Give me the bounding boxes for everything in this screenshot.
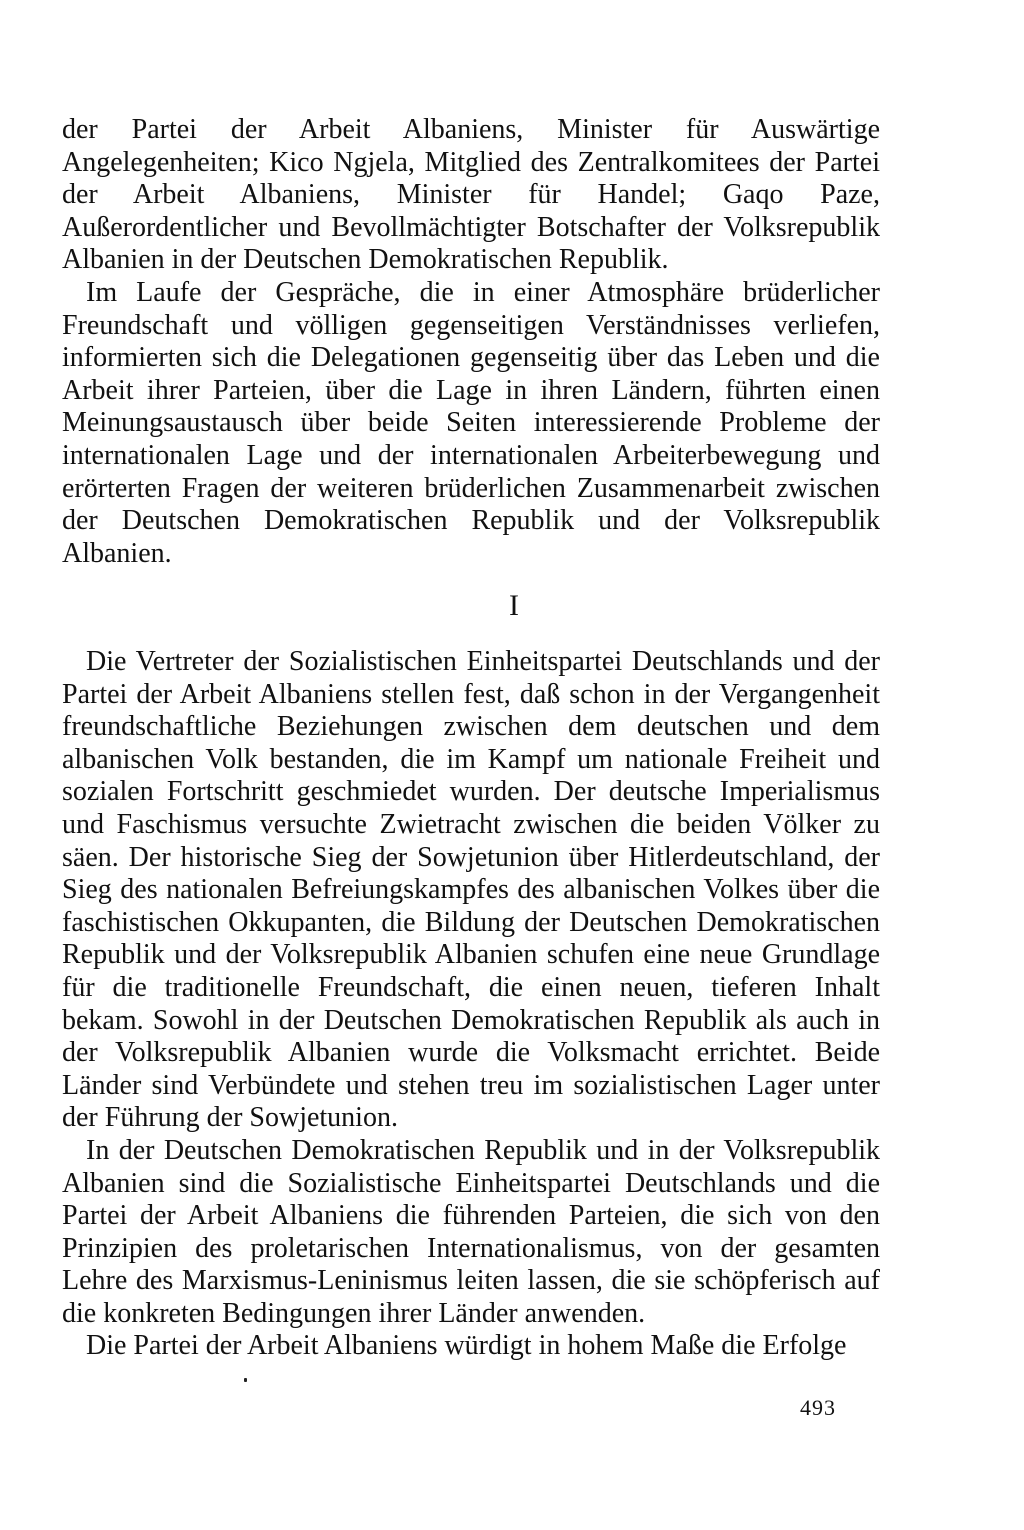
text-block-lower xyxy=(62,646,880,1363)
paragraph-achievements: Die Partei der Arbeit Albaniens würdigt in hohem Maße die Erfolge xyxy=(86,1330,847,1362)
text-block-upper xyxy=(62,114,880,570)
paragraph-talks: Im Laufe der Gespräche, die in einer Atmosphäre brüderlicher Freundschaft und völligen gegenseitigen Verständnisses verliefen, informierten sich die Delegationen gegenseitig über das Leben und die Arbeit ihrer Parteien, über die Lage in ihren Ländern, führten einen Meinungsaustausch über beide Seiten interessierende Probleme der internationalen Lage und der internationalen Arbeiterbewegung und erörterten Fragen der weiteren brüderlichen Zusammenarbeit zwischen der Deutschen Demokratischen Republik und der Volksrepublik Albanien. xyxy=(62,276,880,569)
section-heading: I xyxy=(509,589,519,622)
paragraph-friendship: Die Vertreter der Sozialistischen Einheitspartei Deutschlands und der Partei der Arbeit Albaniens stellen fest, daß schon in der Vergangenheit freundschaftliche Beziehungen zwischen dem deutschen und dem albanischen Volk bestanden, die im Kampf um nationale Freiheit und sozialen Fortschritt geschmiedet wurden. Der deutsche Imperialismus und Faschismus versuchte Zwietracht zwischen die beiden Völker zu säen. Der historische Sieg der Sowjetunion über Hitlerdeutschland, der Sieg des nationalen Befreiungskampfes des albanischen Volkes über die faschistischen Okkupanten, die Bildung der Deutschen Demokratischen Republik und der Volksrepublik Albanien schufen eine neue Grundlage für die traditionelle Freundschaft, die einen neuen, tieferen Inhalt bekam. Sowohl in der Deutschen Demokratischen Republik als auch in der Volksrepublik Albanien wurde die Volksmacht errichtet. Beide Länder sind Verbündete und stehen treu im sozialistischen Lager unter der Führung der Sowjetunion. xyxy=(62,646,880,1134)
paragraph-leading-parties: In der Deutschen Demokratischen Republik und in der Volksrepublik Albanien sind die Sozialistische Einheitspartei Deutschlands und die Partei der Arbeit Albaniens die führenden Parteien, die sich von den Prinzipien des proletarischen Internationalismus, von der gesamten Lehre des Marxismus-Leninismus leiten lassen, die sie schöpferisch auf die konkreten Bedingungen ihrer Länder anwenden. xyxy=(62,1134,880,1329)
print-speck xyxy=(244,1378,247,1382)
page-number: 493 xyxy=(800,1395,836,1420)
paragraph-continuation: der Partei der Arbeit Albaniens, Minister für Auswärtige Angelegenheiten; Kico Ngjela, Mitglied des Zentralkomitees der Partei der Arbeit Albaniens, Minister für Handel; Gaqo Paze, Außerordentlicher und Bevollmächtigter Botschafter der Volksrepublik Albanien in der Deutschen Demokratischen Republik. xyxy=(62,114,880,276)
